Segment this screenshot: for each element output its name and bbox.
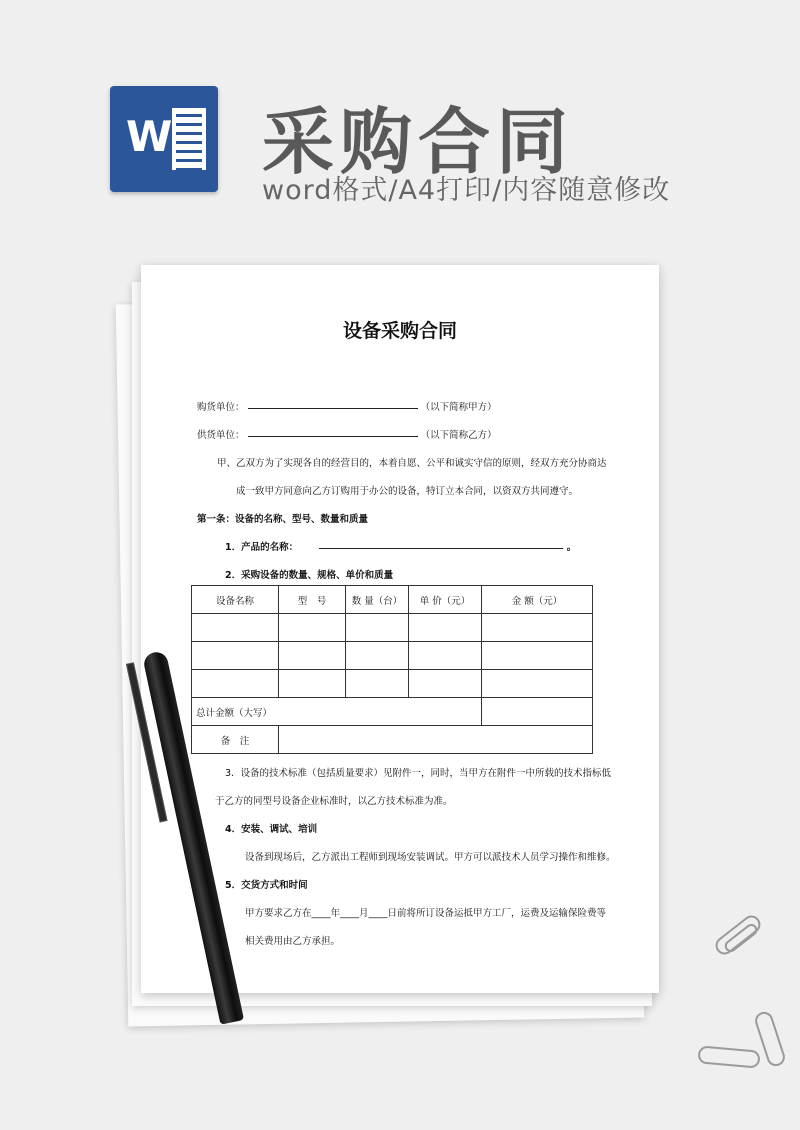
document-title: 设备采购合同	[342, 320, 457, 342]
table-row	[192, 642, 593, 670]
table-cell[interactable]	[409, 642, 482, 670]
word-icon	[110, 86, 218, 192]
item-1-label: 1．产品的名称：	[225, 542, 299, 553]
article-1-heading: 第一条：设备的名称、型号、数量和质量	[197, 514, 369, 525]
table-header-cell: 金 额（元）	[482, 586, 593, 614]
total-amount-label: 总计金额（大写）	[192, 698, 482, 726]
supplier-note: （以下简称乙方）	[420, 430, 497, 441]
item-3-line-2: 于乙方的同型号设备企业标准时，以乙方技术标准为准。	[215, 796, 453, 807]
item-4-text: 设备到现场后，乙方派出工程师到现场安装调试。甲方可以派技术人员学习操作和维修。	[245, 852, 616, 863]
item-5-line-2: 相关费用由乙方承担。	[245, 936, 341, 947]
intro-line-1: 甲、乙双方为了实现各自的经营目的，本着自愿、公平和诚实守信的原则，经双方充分协商达	[217, 458, 607, 469]
table-cell[interactable]	[192, 670, 279, 698]
table-cell[interactable]	[409, 614, 482, 642]
table-cell[interactable]	[192, 642, 279, 670]
item-2-heading: 2．采购设备的数量、规格、单价和质量	[225, 570, 394, 581]
table-cell[interactable]	[482, 642, 593, 670]
table-row	[192, 614, 593, 642]
document-lines-icon	[172, 108, 206, 170]
table-header-row	[192, 586, 593, 614]
paper-clip-icon	[697, 1045, 760, 1068]
intro-line-2: 成一致甲方同意向乙方订购用于办公的设备，特订立本合同，以资双方共同遵守。	[236, 486, 579, 497]
item-3-line-1	[225, 765, 611, 779]
table-cell[interactable]	[279, 614, 346, 642]
table-row	[192, 670, 593, 698]
buyer-line	[197, 399, 497, 413]
total-amount-cell[interactable]	[482, 698, 593, 726]
remark-label: 备 注	[192, 726, 279, 754]
table-cell[interactable]	[192, 614, 279, 642]
table-remark-row	[192, 726, 593, 754]
item-4-heading: 4．安装、调试、培训	[225, 824, 318, 835]
buyer-label: 购货单位：	[197, 402, 245, 413]
page-title: 采购合同	[262, 100, 575, 184]
table-cell[interactable]	[279, 670, 346, 698]
word-icon-letter: W	[126, 112, 173, 161]
table-cell[interactable]	[482, 614, 593, 642]
remark-cell[interactable]	[279, 726, 593, 754]
table-cell[interactable]	[346, 670, 409, 698]
supplier-line	[197, 427, 497, 441]
page-subtitle: word格式/A4打印/内容随意修改	[262, 175, 671, 206]
buyer-note: （以下简称甲方）	[420, 402, 497, 413]
product-name-blank[interactable]	[319, 547, 563, 549]
item-1-end: 。	[566, 542, 577, 553]
table-header-cell: 单 价（元）	[409, 586, 482, 614]
table-cell[interactable]	[346, 614, 409, 642]
table-cell[interactable]	[409, 670, 482, 698]
equipment-table	[191, 585, 593, 754]
table-header-cell: 型 号	[279, 586, 346, 614]
table-cell[interactable]	[346, 642, 409, 670]
table-header-cell: 设备名称	[192, 586, 279, 614]
supplier-blank[interactable]	[248, 435, 418, 437]
table-total-row	[192, 698, 593, 726]
item-3-text-1: 3．设备的技术标准（包括质量要求）见附件一，同时，当甲方在附件一中所载的技术指标低	[225, 768, 612, 779]
table-header-cell: 数 量（台）	[346, 586, 409, 614]
contract-document	[141, 265, 659, 993]
item-5-line-1: 甲方要求乙方在____年____月____日前将所订设备运抵甲方工厂，运费及运输保险费等	[245, 908, 607, 919]
table-cell[interactable]	[279, 642, 346, 670]
buyer-blank[interactable]	[248, 407, 418, 409]
item-1-line	[225, 539, 576, 553]
item-5-heading: 5．交货方式和时间	[225, 880, 308, 891]
supplier-label: 供货单位：	[197, 430, 245, 441]
table-cell[interactable]	[482, 670, 593, 698]
